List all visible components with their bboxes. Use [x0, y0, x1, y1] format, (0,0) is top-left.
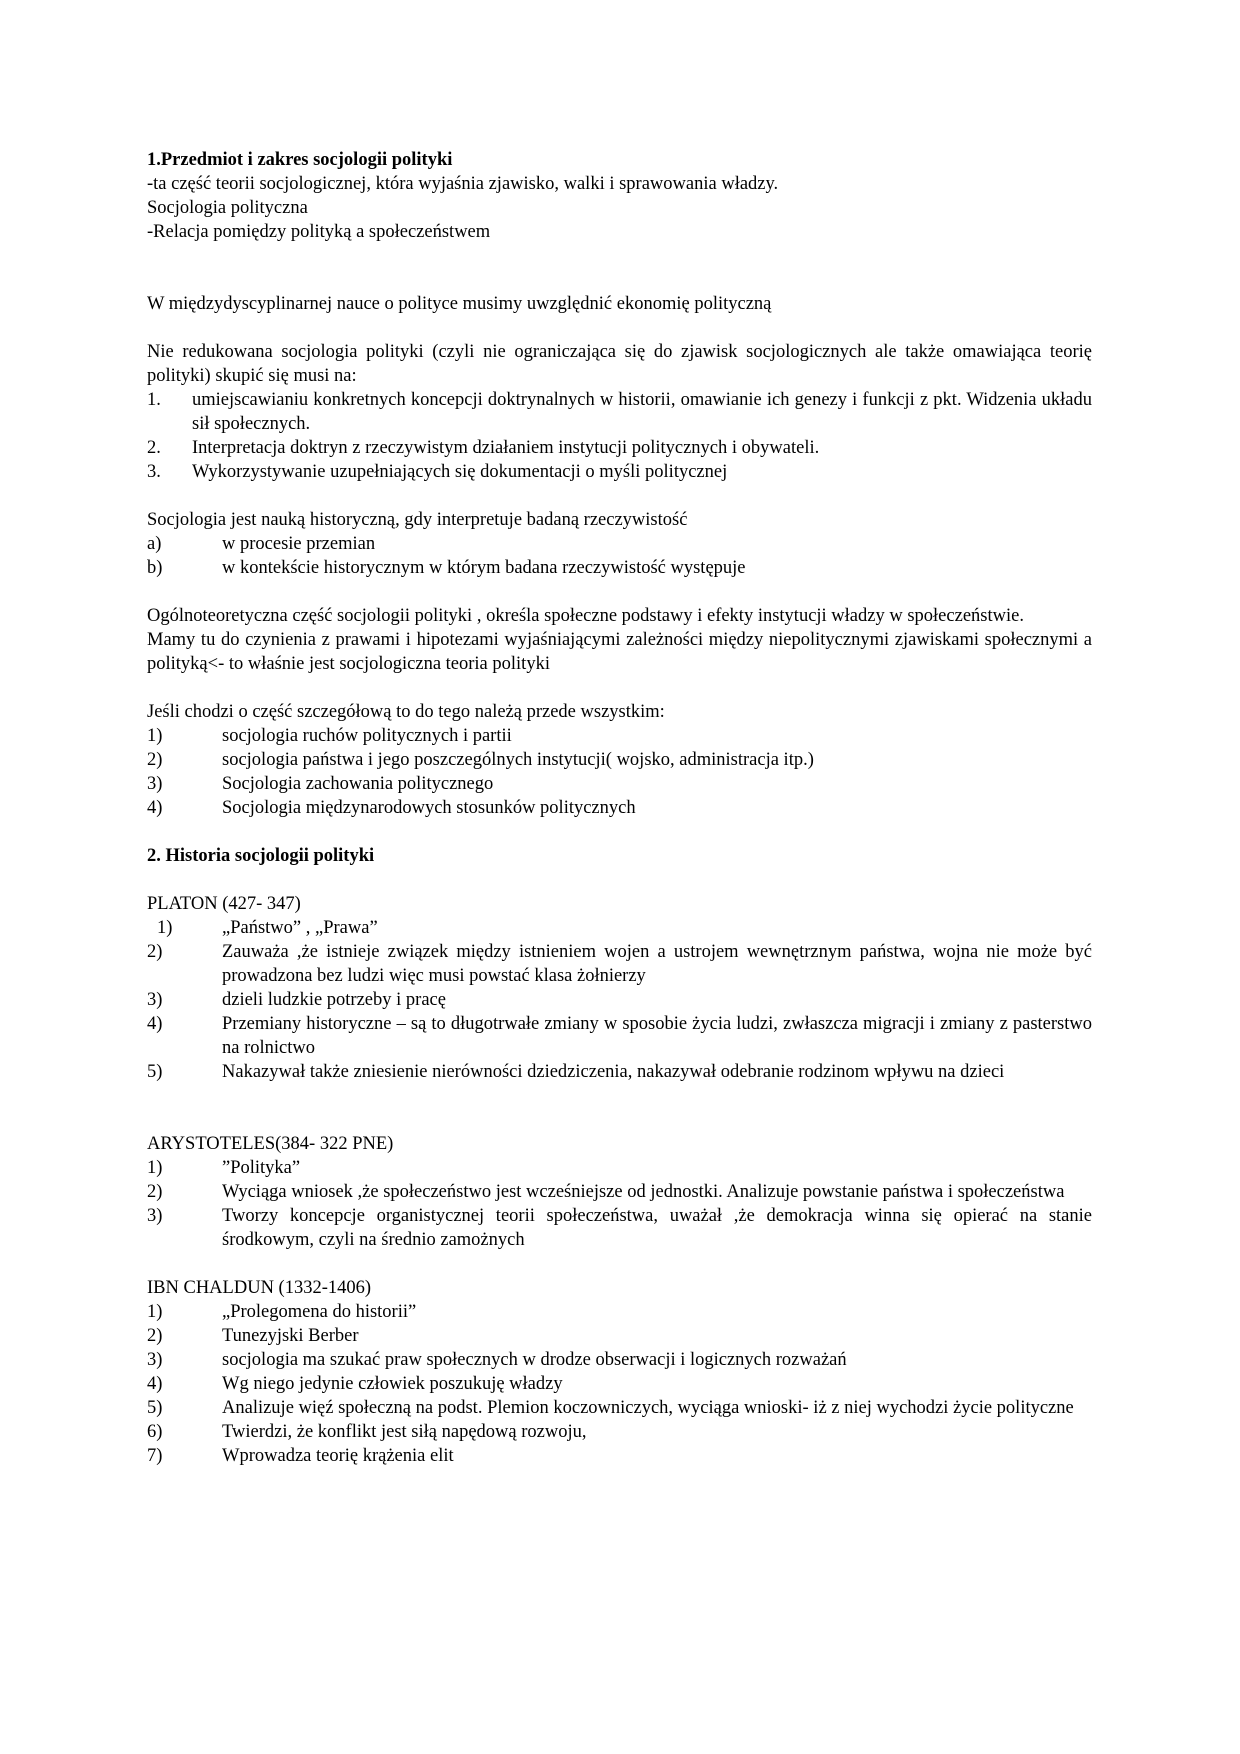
list-item: 3. Wykorzystywanie uzupełniających się dokumentacji o myśli politycznej — [147, 462, 728, 482]
list-item: 4) Socjologia międzynarodowych stosunków politycznych — [147, 798, 636, 818]
definition-line: -ta część teorii socjologicznej, która wyjaśnia zjawisko, walki i sprawowania władzy. — [147, 174, 779, 194]
list-item: 3) socjologia ma szukać praw społecznych w drodze obserwacji i logicznych rozważań — [147, 1350, 847, 1370]
list-item: 3) Socjologia zachowania politycznego — [147, 774, 494, 794]
historical-list — [147, 532, 1092, 580]
list-item: 4) Wg niego jedynie człowiek poszukuję władzy — [147, 1374, 563, 1394]
list-item: 3) Tworzy koncepcje organistycznej teorii społeczeństwa, uważał ,że demokracja winna się opierać na stanie środkowym, czyli na średnio zamożnych — [147, 1206, 1092, 1250]
relation-line: -Relacja pomiędzy polityką a społeczeństwem — [147, 222, 491, 242]
section-1-heading: 1.Przedmiot i zakres socjologii polityki — [147, 150, 453, 170]
list-item: 2. Interpretacja doktryn z rzeczywistym działaniem instytucji politycznych i obywateli. — [147, 438, 820, 458]
arystoteles-title: ARYSTOTELES(384- 322 PNE) — [147, 1134, 394, 1154]
list-item: 7) Wprowadza teorię krążenia elit — [147, 1446, 454, 1466]
chaldun-list — [147, 1300, 1092, 1468]
paragraph-general-theory: Ogólnoteoretyczna część socjologii polityki , określa społeczne podstawy i efekty instytucji władzy w społeczeństwie. — [147, 606, 1024, 626]
term-line: Socjologia polityczna — [147, 198, 308, 218]
arystoteles-list — [147, 1156, 1092, 1252]
list-item: 3) dzieli ludzkie potrzeby i pracę — [147, 990, 446, 1010]
document-page — [147, 148, 1092, 1468]
list-item: 1) „Prolegomena do historii” — [147, 1302, 417, 1322]
paragraph-laws: Mamy tu do czynienia z prawami i hipotezami wyjaśniającymi zależności między niepolitycznymi zjawiskami społecznymi a polityką<- to właśnie jest socjologiczna teoria polityki — [147, 630, 1092, 674]
list-item: 6) Twierdzi, że konflikt jest siłą napędową rozwoju, — [147, 1422, 587, 1442]
list-item: 1) „Państwo” , „Prawa” — [157, 918, 378, 938]
list-item: 2) Tunezyjski Berber — [147, 1326, 359, 1346]
list-item: b) w kontekście historycznym w którym badana rzeczywistość występuje — [147, 558, 746, 578]
paragraph-historical: Socjologia jest nauką historyczną, gdy interpretuje badaną rzeczywistość — [147, 510, 688, 530]
list-item: 1) ”Polityka” — [147, 1158, 301, 1178]
list-item: 1. umiejscawianiu konkretnych koncepcji doktrynalnych w historii, omawianie ich genezy i funkcji z pkt. Widzenia układu sił społecznych. — [147, 390, 1092, 434]
detailed-list — [147, 724, 1092, 820]
list-item: a) w procesie przemian — [147, 534, 376, 554]
paragraph-detailed: Jeśli chodzi o część szczegółową to do tego należą przede wszystkim: — [147, 702, 665, 722]
list-item: 4) Przemiany historyczne – są to długotrwałe zmiany w sposobie życia ludzi, zwłaszcza migracji i zmiany z pasterstwo na rolnictwo — [147, 1014, 1092, 1058]
list-item: 5) Analizuje więź społeczną na podst. Plemion koczowniczych, wyciąga wnioski- iż z niej wychodzi życie polityczne — [147, 1398, 1074, 1418]
list-item: 2) socjologia państwa i jego poszczególnych instytucji( wojsko, administracja itp.) — [147, 750, 814, 770]
list-item: 2) Zauważa ,że istnieje związek między istnieniem wojen a ustrojem wewnętrznym państwa, wojna nie może być prowadzona bez ludzi więc musi powstać klasa żołnierzy — [147, 942, 1092, 986]
paragraph-economy: W międzydyscyplinarnej nauce o polityce musimy uwzględnić ekonomię polityczną — [147, 294, 772, 314]
list-item: 1) socjologia ruchów politycznych i partii — [147, 726, 512, 746]
focus-list — [147, 388, 1092, 484]
chaldun-title: IBN CHALDUN (1332-1406) — [147, 1278, 372, 1298]
list-item: 2) Wyciąga wniosek ,że społeczeństwo jest wcześniejsze od jednostki. Analizuje powstanie państwa i społeczeństwa — [147, 1182, 1065, 1202]
list-item: 5) Nakazywał także zniesienie nierówności dziedziczenia, nakazywał odebranie rodzinom wpływu na dzieci — [147, 1062, 1005, 1082]
section-2-heading: 2. Historia socjologii polityki — [147, 846, 375, 866]
paragraph-focus: Nie redukowana socjologia polityki (czyli nie ograniczająca się do zjawisk socjologicznych ale także omawiająca teorię polityki) skupić się musi na: — [147, 342, 1092, 386]
platon-list — [147, 916, 1092, 1084]
platon-title: PLATON (427- 347) — [147, 894, 301, 914]
